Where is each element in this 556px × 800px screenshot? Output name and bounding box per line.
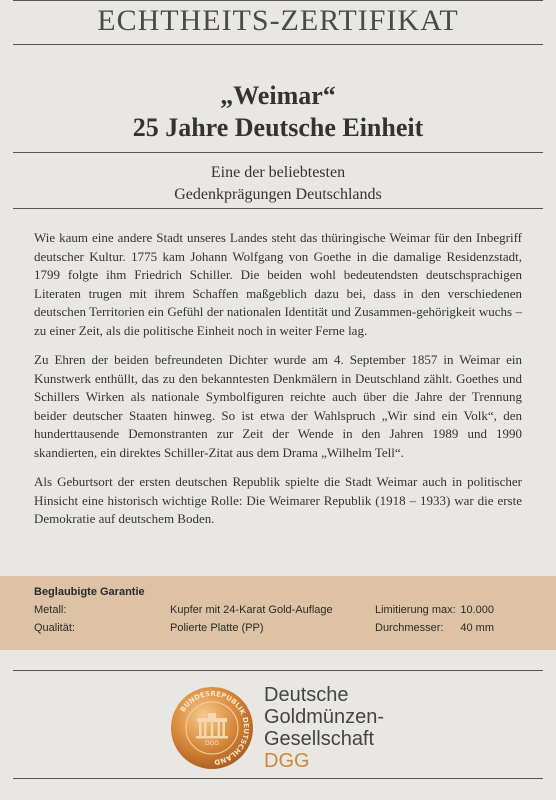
guarantee-row-metal <box>0 604 556 620</box>
coin-small-text: DGG <box>205 740 219 747</box>
coin-ring-text: BUNDESREPUBLIK DEUTSCHLAND <box>178 689 251 767</box>
diameter-label: Durchmesser: <box>375 622 444 634</box>
body-paragraph-1: Wie kaum eine andere Stadt unseres Landes steht das thüringische Weimar für den Inbegriff deutscher Kultur. 1775 kam Johann Wolfgang von Goethe in die damalige Residenzstadt, 1799 folgte ihm Friedrich Schiller. Die beiden wohl bedeutendsten deutschsprachigen Literaten trugen mit ihrem Schaffen maßgeblich dazu bei, dass in den verschiedenen deutschen Territorien ein Gefühl der nationalen Identität und Zusammen-gehörigkeit wuchs – zu einer Zeit, als die politische Einheit noch in weiter Ferne lag. <box>34 230 522 338</box>
subtitle-divider-bottom <box>13 208 543 209</box>
metal-label: Metall: <box>34 604 67 616</box>
main-title <box>0 80 556 144</box>
company-line3: Gesellschaft <box>264 728 375 750</box>
limit-value: 10.000 <box>460 604 494 616</box>
subtitle-divider-top <box>13 152 543 153</box>
guarantee-heading: Beglaubigte Garantie <box>34 586 145 598</box>
subtitle <box>0 162 556 206</box>
main-title-line2: 25 Jahre Deutsche Einheit <box>132 113 424 142</box>
body-paragraph-2: Zu Ehren der beiden befreundeten Dichter wurde am 4. September 1857 in Weimar ein Kunstwerk enthüllt, das zu den bekanntesten Denkmälern in Deutschland zählt. Goethes und Schillers Wirken als nationale Symbolfiguren reichte auch über die Jahre der Trennung beider deutscher Staaten hinweg. So ist etwa der Wahlspruch „Wir sind ein Volk“, den hunderttausende Demonstranten zur Zeit der Wende in den Jahren 1989 und 1990 skandierten, ein direktes Schiller-Zitat aus dem Drama „Wilhelm Tell“. <box>34 352 522 460</box>
certificate-title: ECHTHEITS-ZERTIFIKAT <box>97 4 459 37</box>
company-name <box>264 684 384 772</box>
title-divider <box>13 44 543 45</box>
quality-value: Polierte Platte (PP) <box>170 622 264 634</box>
guarantee-panel <box>0 576 556 650</box>
company-abbr: DGG <box>264 750 310 772</box>
subtitle-line2: Gedenkprägungen Deutschlands <box>174 186 382 203</box>
body-paragraph-3: Als Geburtsort der ersten deutschen Republik spielte die Stadt Weimar auch in politischer Hinsicht eine historisch wichtige Rolle: Die Weimarer Republik (1918 – 1933) war die erste Demokratie auf deutschem Boden. <box>34 474 522 526</box>
quality-label: Qualität: <box>34 622 75 634</box>
limit-label: Limitierung max: <box>375 604 456 616</box>
company-line2: Goldmünzen- <box>264 706 385 728</box>
metal-value: Kupfer mit 24-Karat Gold-Auflage <box>170 604 333 616</box>
diameter-value: 40 mm <box>460 622 494 634</box>
subtitle-line1: Eine der beliebtesten <box>210 164 346 181</box>
main-title-line1: „Weimar“ <box>220 81 336 110</box>
company-line1: Deutsche <box>264 684 349 706</box>
footer-divider-bottom <box>13 778 543 779</box>
guarantee-row-quality <box>0 622 556 638</box>
footer-divider-top <box>13 670 543 671</box>
body-text <box>34 229 522 540</box>
top-border-line <box>13 0 543 1</box>
coin-logo <box>170 686 254 770</box>
